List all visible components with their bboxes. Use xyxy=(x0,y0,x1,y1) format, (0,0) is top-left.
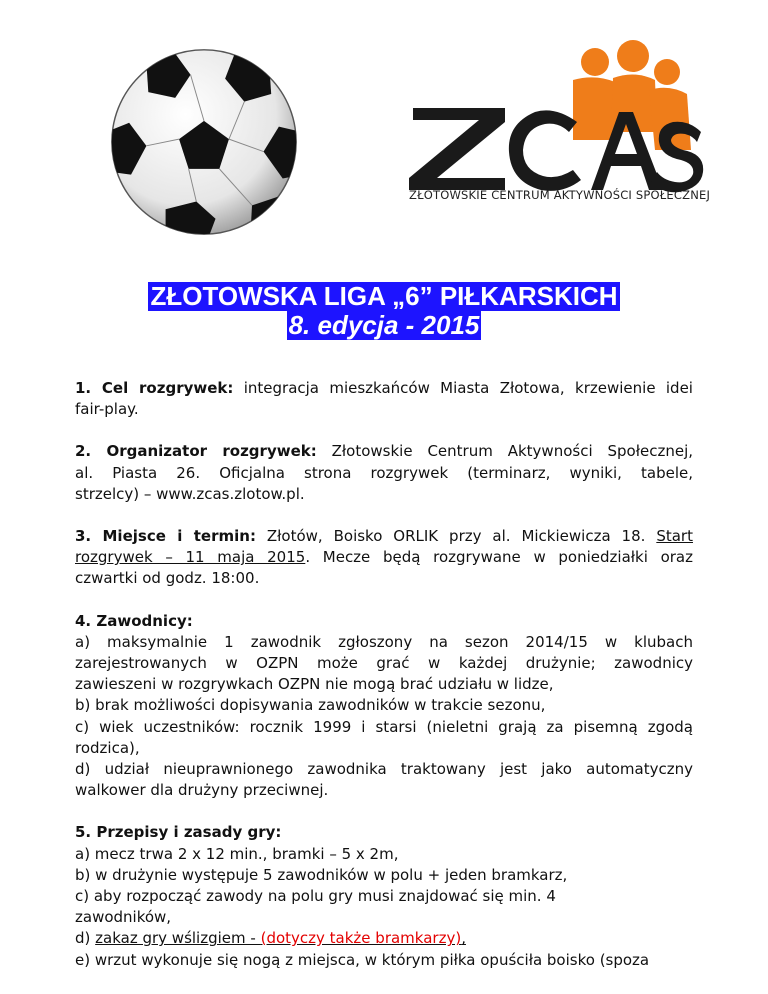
section-4-line: d) udział nieuprawnionego zawodnika traktowany jest jako automatyczny xyxy=(75,760,693,779)
start-date-part-2: rozgrywek – 11 maja 2015 xyxy=(75,548,306,567)
section-2-text-3: strzelcy) – www.zcas.zlotow.pl. xyxy=(75,484,305,503)
section-1 xyxy=(75,378,693,420)
section-4-line: b) brak możliwości dopisywania zawodników w trakcie sezonu, xyxy=(75,696,546,715)
section-4-heading: 4. Zawodnicy: xyxy=(75,611,193,630)
section-3-text-2: . Mecze będą rozgrywane w poniedziałki oraz xyxy=(305,548,693,567)
regulations-body xyxy=(75,378,693,971)
title-line-2: 8. edycja - 2015 xyxy=(288,310,480,340)
section-5 xyxy=(75,822,693,970)
section-5-line-d-suffix: , xyxy=(461,929,466,948)
section-5-line-d-underlined xyxy=(95,929,466,947)
section-3-text: Złotów, Boisko ORLIK przy al. Mickiewicza 18. xyxy=(255,527,657,546)
section-4-line: rodzica), xyxy=(75,738,140,757)
section-5-line-e: e) wrzut wykonuje się nogą z miejsca, w którym piłka opuściła boisko (spoza xyxy=(75,950,650,969)
soccer-ball-icon xyxy=(108,46,300,238)
section-2-heading: 2. Organizator rozgrywek: xyxy=(75,442,317,461)
section-4-line: zarejestrowanych w OZPN może grać w każdej drużynie; zawodnicy xyxy=(75,654,693,673)
section-5-line-a: a) mecz trwa 2 x 12 min., bramki – 5 x 2m, xyxy=(75,844,399,863)
section-2 xyxy=(75,441,693,505)
section-2-text: Złotowskie Centrum Aktywności Społecznej, xyxy=(316,442,694,461)
section-5-line-d-prefix: d) xyxy=(75,929,96,948)
section-3-text-3: czwartki od godz. 18:00. xyxy=(75,569,260,588)
section-2-text-2: al. Piasta 26. Oficjalna strona rozgrywek (terminarz, wyniki, tabele, xyxy=(75,463,693,482)
section-4-line: c) wiek uczestników: rocznik 1999 i starsi (nieletni grają za pisemną zgodą xyxy=(75,717,693,736)
section-5-line-b: b) w drużynie występuje 5 zawodników w polu + jeden bramkarz, xyxy=(75,865,568,884)
section-5-line-c: c) aby rozpocząć zawody na polu gry musi znajdować się min. 4 xyxy=(75,887,556,906)
section-1-heading: 1. Cel rozgrywek: xyxy=(75,379,234,397)
section-4-line: a) maksymalnie 1 zawodnik zgłoszony na sezon 2014/15 w klubach xyxy=(75,632,693,651)
start-date-part-1: Start xyxy=(656,527,693,546)
document-title xyxy=(0,282,768,340)
title-line-1: ZŁOTOWSKA LIGA „6” PIŁKARSKICH xyxy=(150,281,618,311)
section-3-heading: 3. Miejsce i termin: xyxy=(75,527,256,546)
section-4-line: walkower dla drużyny przeciwnej. xyxy=(75,781,329,800)
section-4 xyxy=(75,611,693,802)
section-1-text: integracja mieszkańców Miasta Złotowa, krzewienie idei xyxy=(233,379,693,397)
logo-subtitle: ZŁOTOWSKIE CENTRUM AKTYWNOŚCI SPOŁECZNEJ xyxy=(409,188,711,202)
section-5-heading: 5. Przepisy i zasady gry: xyxy=(75,823,282,842)
goalkeeper-note: (dotyczy także bramkarzy) xyxy=(260,929,462,948)
section-5-line-c-2: zawodników, xyxy=(75,908,172,927)
section-1-text-2: fair-play. xyxy=(75,400,139,419)
section-4-line: zawieszeni w rozgrywkach OZPN nie mogą brać udziału w lidze, xyxy=(75,675,554,694)
no-sliding-rule: zakaz gry wślizgiem - xyxy=(95,929,261,948)
section-3 xyxy=(75,526,693,590)
